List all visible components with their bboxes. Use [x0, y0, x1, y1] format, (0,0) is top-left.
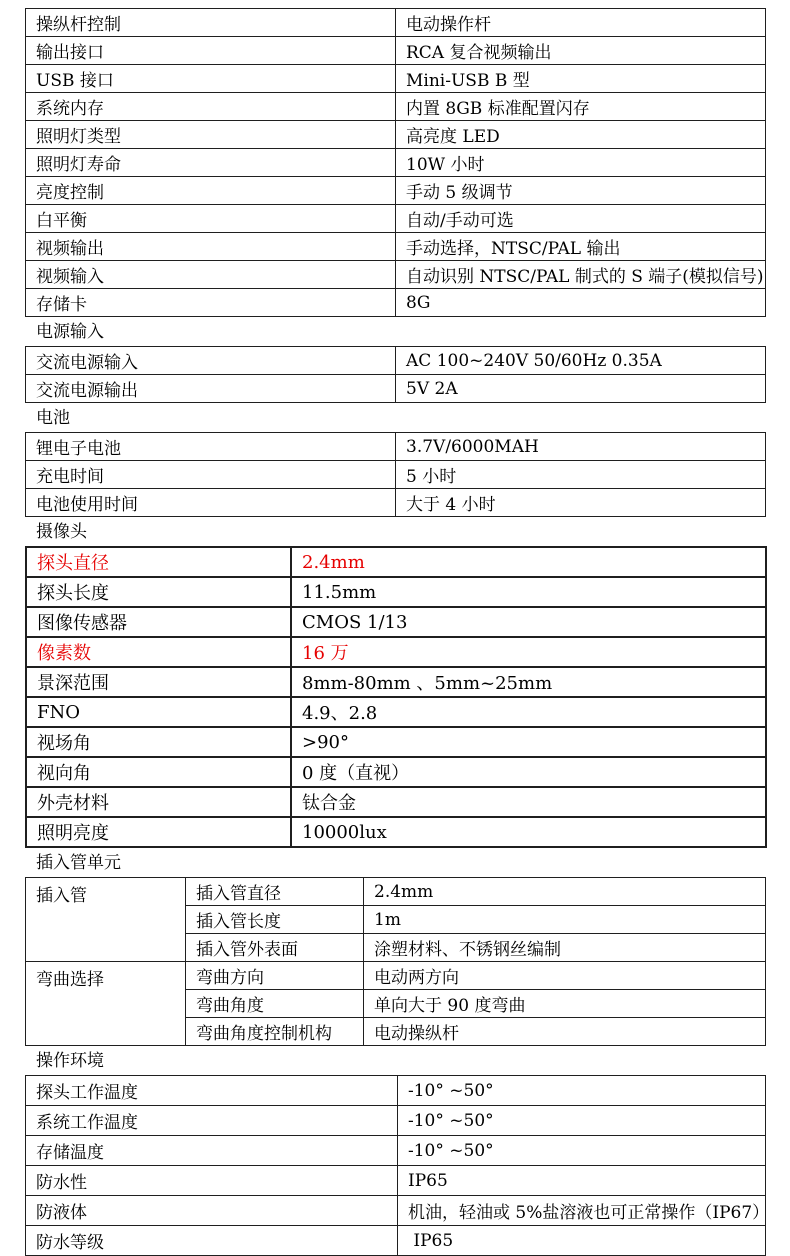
spec-group-label: 插入管	[26, 878, 186, 962]
table-row	[26, 261, 766, 289]
table-row	[26, 65, 766, 93]
spec-value: 16 万	[291, 637, 766, 667]
section-title-battery: 电池	[36, 408, 70, 428]
table-row	[26, 205, 766, 233]
table-row	[26, 149, 766, 177]
spec-value: 3.7V/6000MAH	[396, 433, 766, 461]
spec-value: 电动操作杆	[396, 9, 766, 37]
table-row	[26, 787, 766, 817]
spec-label: 照明灯寿命	[26, 149, 396, 177]
spec-value: 高亮度 LED	[396, 121, 766, 149]
table-row	[26, 757, 766, 787]
spec-value: 机油，轻油或 5%盐溶液也可正常操作（IP67）	[398, 1196, 766, 1226]
spec-label: 弯曲角度	[186, 990, 364, 1018]
spec-value: 11.5mm	[291, 577, 766, 607]
section-title-camera: 摄像头	[36, 522, 87, 542]
spec-label: 弯曲方向	[186, 962, 364, 990]
spec-label: 输出接口	[26, 37, 396, 65]
spec-value: Mini-USB B 型	[396, 65, 766, 93]
battery-table	[25, 432, 766, 517]
section-title-environment: 操作环境	[36, 1051, 104, 1071]
spec-label: 防液体	[26, 1196, 398, 1226]
table-row	[26, 547, 766, 577]
table-row	[26, 1196, 766, 1226]
table-row	[26, 375, 766, 403]
spec-label: 探头直径	[26, 547, 291, 577]
environment-table	[25, 1075, 770, 1256]
spec-label: 视频输入	[26, 261, 396, 289]
insertion-tube-table	[25, 877, 766, 1046]
spec-value: 涂塑材料、不锈钢丝编制	[364, 934, 766, 962]
spec-value: 8G	[396, 289, 766, 317]
table-row	[26, 461, 766, 489]
spec-value: 10W 小时	[396, 149, 766, 177]
spec-label: 交流电源输入	[26, 347, 396, 375]
spec-value: -10° ~50°	[398, 1136, 766, 1166]
spec-label: USB 接口	[26, 65, 396, 93]
table-row	[26, 727, 766, 757]
spec-value: RCA 复合视频输出	[396, 37, 766, 65]
spec-value: 1m	[364, 906, 766, 934]
camera-spec-table	[25, 546, 767, 848]
table-row	[26, 817, 766, 847]
spec-label: 视场角	[26, 727, 291, 757]
spec-value: 单向大于 90 度弯曲	[364, 990, 766, 1018]
spec-value: 2.4mm	[364, 878, 766, 906]
spec-value: 钛合金	[291, 787, 766, 817]
table-row	[26, 878, 766, 906]
section-title-power-input: 电源输入	[36, 322, 104, 342]
spec-label: 锂电子电池	[26, 433, 396, 461]
spec-label: 系统工作温度	[26, 1106, 398, 1136]
spec-group-label: 弯曲选择	[26, 962, 186, 1046]
table-row	[26, 233, 766, 261]
spec-label: 电池使用时间	[26, 489, 396, 517]
spec-value: IP65	[398, 1226, 766, 1256]
spec-label: 白平衡	[26, 205, 396, 233]
spec-value: 10000lux	[291, 817, 766, 847]
spec-label: 探头工作温度	[26, 1076, 398, 1106]
spec-label: 插入管直径	[186, 878, 364, 906]
spec-value: IP65	[398, 1166, 766, 1196]
table-row	[26, 962, 766, 990]
spec-label: 弯曲角度控制机构	[186, 1018, 364, 1046]
spec-label: 外壳材料	[26, 787, 291, 817]
spec-label: 探头长度	[26, 577, 291, 607]
table-row	[26, 489, 766, 517]
table-row	[26, 1136, 766, 1166]
table-row	[26, 697, 766, 727]
spec-value: -10° ~50°	[398, 1076, 766, 1106]
table-row	[26, 289, 766, 317]
spec-value: 手动选择，NTSC/PAL 输出	[396, 233, 766, 261]
table-row	[26, 667, 766, 697]
spec-value: 内置 8GB 标准配置闪存	[396, 93, 766, 121]
spec-label: 充电时间	[26, 461, 396, 489]
table-row	[26, 1106, 766, 1136]
spec-label: 照明灯类型	[26, 121, 396, 149]
general-spec-table	[25, 8, 766, 317]
table-row	[26, 1226, 766, 1256]
section-title-insertion-tube: 插入管单元	[36, 853, 121, 873]
table-row	[26, 9, 766, 37]
table-row	[26, 577, 766, 607]
table-row	[26, 1076, 766, 1106]
spec-label: 插入管长度	[186, 906, 364, 934]
spec-label: 景深范围	[26, 667, 291, 697]
spec-label: 图像传感器	[26, 607, 291, 637]
table-row	[26, 347, 766, 375]
power-input-table	[25, 346, 766, 403]
table-row	[26, 121, 766, 149]
table-row	[26, 93, 766, 121]
spec-value: 电动操纵杆	[364, 1018, 766, 1046]
spec-value: 自动/手动可选	[396, 205, 766, 233]
table-row	[26, 177, 766, 205]
spec-label: 操纵杆控制	[26, 9, 396, 37]
spec-value: 4.9、2.8	[291, 697, 766, 727]
spec-value: CMOS 1/13	[291, 607, 766, 637]
spec-value: 电动两方向	[364, 962, 766, 990]
spec-value: 自动识别 NTSC/PAL 制式的 S 端子(模拟信号)	[396, 261, 766, 289]
table-row	[26, 37, 766, 65]
spec-label: 存储卡	[26, 289, 396, 317]
spec-value: 5 小时	[396, 461, 766, 489]
spec-value: 8mm-80mm 、5mm~25mm	[291, 667, 766, 697]
spec-label: 系统内存	[26, 93, 396, 121]
spec-value: 5V 2A	[396, 375, 766, 403]
spec-value: 大于 4 小时	[396, 489, 766, 517]
spec-label: 照明亮度	[26, 817, 291, 847]
table-row	[26, 637, 766, 667]
table-row	[26, 1166, 766, 1196]
spec-label: 存储温度	[26, 1136, 398, 1166]
spec-value: 0 度（直视）	[291, 757, 766, 787]
spec-label: 交流电源输出	[26, 375, 396, 403]
spec-value: 手动 5 级调节	[396, 177, 766, 205]
table-row	[26, 433, 766, 461]
spec-value: -10° ~50°	[398, 1106, 766, 1136]
spec-label: 视频输出	[26, 233, 396, 261]
spec-value: 2.4mm	[291, 547, 766, 577]
table-row	[26, 607, 766, 637]
spec-value: >90°	[291, 727, 766, 757]
spec-label: 防水等级	[26, 1226, 398, 1256]
spec-label: 防水性	[26, 1166, 398, 1196]
spec-value: AC 100~240V 50/60Hz 0.35A	[396, 347, 766, 375]
spec-label: 亮度控制	[26, 177, 396, 205]
spec-label: 视向角	[26, 757, 291, 787]
spec-label: 像素数	[26, 637, 291, 667]
spec-label: FNO	[26, 697, 291, 727]
spec-label: 插入管外表面	[186, 934, 364, 962]
